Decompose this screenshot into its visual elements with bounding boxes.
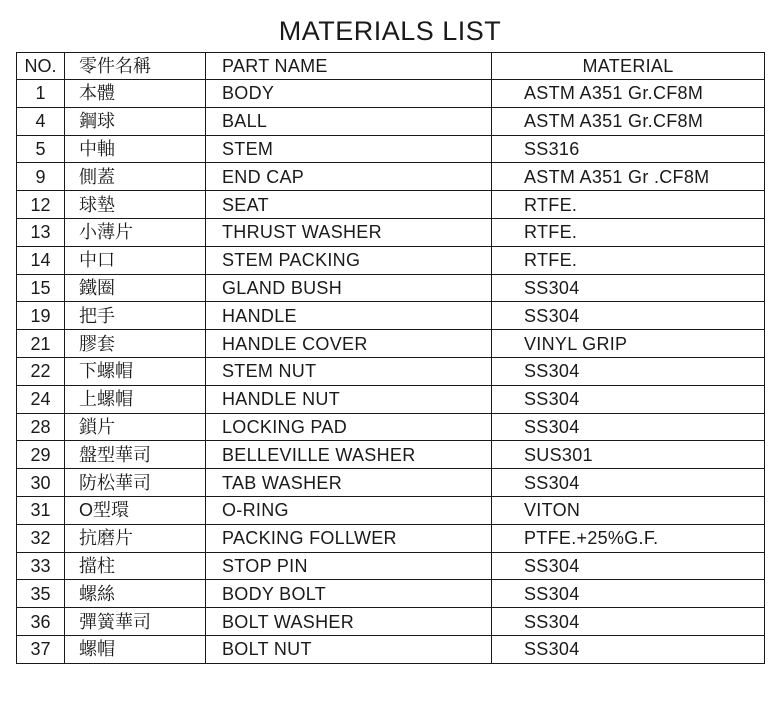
cell-part-no: 4 [17, 107, 65, 135]
table-row [17, 302, 765, 330]
cell-part-name-en: BODY [206, 80, 492, 108]
table-row [17, 274, 765, 302]
cell-part-name-en: HANDLE NUT [206, 385, 492, 413]
cell-material: SS304 [492, 469, 765, 497]
cell-part-no: 22 [17, 357, 65, 385]
cell-part-name-zh: 中口 [65, 246, 206, 274]
cell-material: SS304 [492, 302, 765, 330]
table-row [17, 580, 765, 608]
table-row [17, 496, 765, 524]
cell-part-name-zh: 下螺帽 [65, 357, 206, 385]
cell-part-name-zh: 小薄片 [65, 218, 206, 246]
cell-part-name-zh: 彈簧華司 [65, 608, 206, 636]
cell-part-name-en: BOLT WASHER [206, 608, 492, 636]
table-row [17, 107, 765, 135]
cell-material: SS304 [492, 385, 765, 413]
cell-part-name-zh: 螺帽 [65, 635, 206, 663]
cell-part-no: 9 [17, 163, 65, 191]
cell-part-name-zh: 螺絲 [65, 580, 206, 608]
cell-part-no: 35 [17, 580, 65, 608]
cell-part-no: 33 [17, 552, 65, 580]
cell-part-no: 12 [17, 191, 65, 219]
cell-material: SS304 [492, 580, 765, 608]
header-part-name-zh: 零件名稱 [65, 53, 206, 80]
cell-material: SS316 [492, 135, 765, 163]
cell-part-no: 29 [17, 441, 65, 469]
table-row [17, 552, 765, 580]
cell-material: SS304 [492, 552, 765, 580]
cell-part-name-en: BOLT NUT [206, 635, 492, 663]
cell-part-name-zh: 中軸 [65, 135, 206, 163]
cell-part-name-en: BELLEVILLE WASHER [206, 441, 492, 469]
cell-part-no: 30 [17, 469, 65, 497]
table-header [17, 53, 765, 80]
header-row [17, 53, 765, 80]
cell-part-name-en: STEM PACKING [206, 246, 492, 274]
cell-part-name-en: SEAT [206, 191, 492, 219]
table-row [17, 469, 765, 497]
table-row [17, 524, 765, 552]
cell-part-name-zh: 球墊 [65, 191, 206, 219]
cell-part-no: 31 [17, 496, 65, 524]
table-row [17, 135, 765, 163]
cell-part-name-zh: O型環 [65, 496, 206, 524]
cell-part-name-en: STOP PIN [206, 552, 492, 580]
cell-part-name-zh: 上螺帽 [65, 385, 206, 413]
cell-material: SS304 [492, 608, 765, 636]
header-part-name-en: PART NAME [206, 53, 492, 80]
cell-part-name-zh: 防松華司 [65, 469, 206, 497]
cell-part-name-zh: 擋柱 [65, 552, 206, 580]
cell-part-no: 37 [17, 635, 65, 663]
cell-part-no: 19 [17, 302, 65, 330]
cell-part-no: 13 [17, 218, 65, 246]
cell-part-name-en: PACKING FOLLWER [206, 524, 492, 552]
table-row [17, 330, 765, 358]
table-row [17, 635, 765, 663]
cell-material: RTFE. [492, 218, 765, 246]
cell-material: SS304 [492, 357, 765, 385]
table-body [17, 80, 765, 664]
cell-part-no: 24 [17, 385, 65, 413]
table-row [17, 80, 765, 108]
cell-material: SS304 [492, 274, 765, 302]
cell-part-no: 15 [17, 274, 65, 302]
cell-part-name-en: GLAND BUSH [206, 274, 492, 302]
cell-part-name-zh: 鎖片 [65, 413, 206, 441]
table-row [17, 608, 765, 636]
cell-part-name-en: HANDLE [206, 302, 492, 330]
cell-part-name-en: LOCKING PAD [206, 413, 492, 441]
cell-part-name-en: O-RING [206, 496, 492, 524]
header-material: MATERIAL [492, 53, 765, 80]
cell-part-name-en: TAB WASHER [206, 469, 492, 497]
cell-part-no: 28 [17, 413, 65, 441]
cell-material: SUS301 [492, 441, 765, 469]
table-row [17, 218, 765, 246]
cell-part-name-en: BODY BOLT [206, 580, 492, 608]
cell-material: ASTM A351 Gr.CF8M [492, 80, 765, 108]
table-row [17, 191, 765, 219]
materials-table [16, 52, 765, 664]
cell-part-name-en: HANDLE COVER [206, 330, 492, 358]
table-row [17, 163, 765, 191]
table-row [17, 357, 765, 385]
cell-part-no: 32 [17, 524, 65, 552]
cell-part-name-zh: 側蓋 [65, 163, 206, 191]
cell-part-name-en: STEM NUT [206, 357, 492, 385]
cell-material: RTFE. [492, 246, 765, 274]
cell-material: SS304 [492, 635, 765, 663]
cell-part-no: 14 [17, 246, 65, 274]
cell-part-name-zh: 鋼球 [65, 107, 206, 135]
cell-material: VINYL GRIP [492, 330, 765, 358]
cell-material: VITON [492, 496, 765, 524]
cell-part-name-zh: 本體 [65, 80, 206, 108]
header-no: NO. [17, 53, 65, 80]
cell-part-no: 36 [17, 608, 65, 636]
cell-part-name-en: STEM [206, 135, 492, 163]
cell-part-name-zh: 膠套 [65, 330, 206, 358]
table-row [17, 413, 765, 441]
cell-part-no: 21 [17, 330, 65, 358]
cell-part-name-zh: 盤型華司 [65, 441, 206, 469]
cell-part-name-en: END CAP [206, 163, 492, 191]
page-title: MATERIALS LIST [278, 16, 502, 46]
table-row [17, 246, 765, 274]
cell-material: SS304 [492, 413, 765, 441]
cell-part-name-zh: 抗磨片 [65, 524, 206, 552]
cell-part-name-en: BALL [206, 107, 492, 135]
cell-material: PTFE.+25%G.F. [492, 524, 765, 552]
cell-part-name-zh: 把手 [65, 302, 206, 330]
cell-part-name-en: THRUST WASHER [206, 218, 492, 246]
cell-material: ASTM A351 Gr.CF8M [492, 107, 765, 135]
cell-material: ASTM A351 Gr .CF8M [492, 163, 765, 191]
cell-part-no: 1 [17, 80, 65, 108]
cell-material: RTFE. [492, 191, 765, 219]
table-row [17, 441, 765, 469]
cell-part-name-zh: 鐵圈 [65, 274, 206, 302]
table-row [17, 385, 765, 413]
cell-part-no: 5 [17, 135, 65, 163]
